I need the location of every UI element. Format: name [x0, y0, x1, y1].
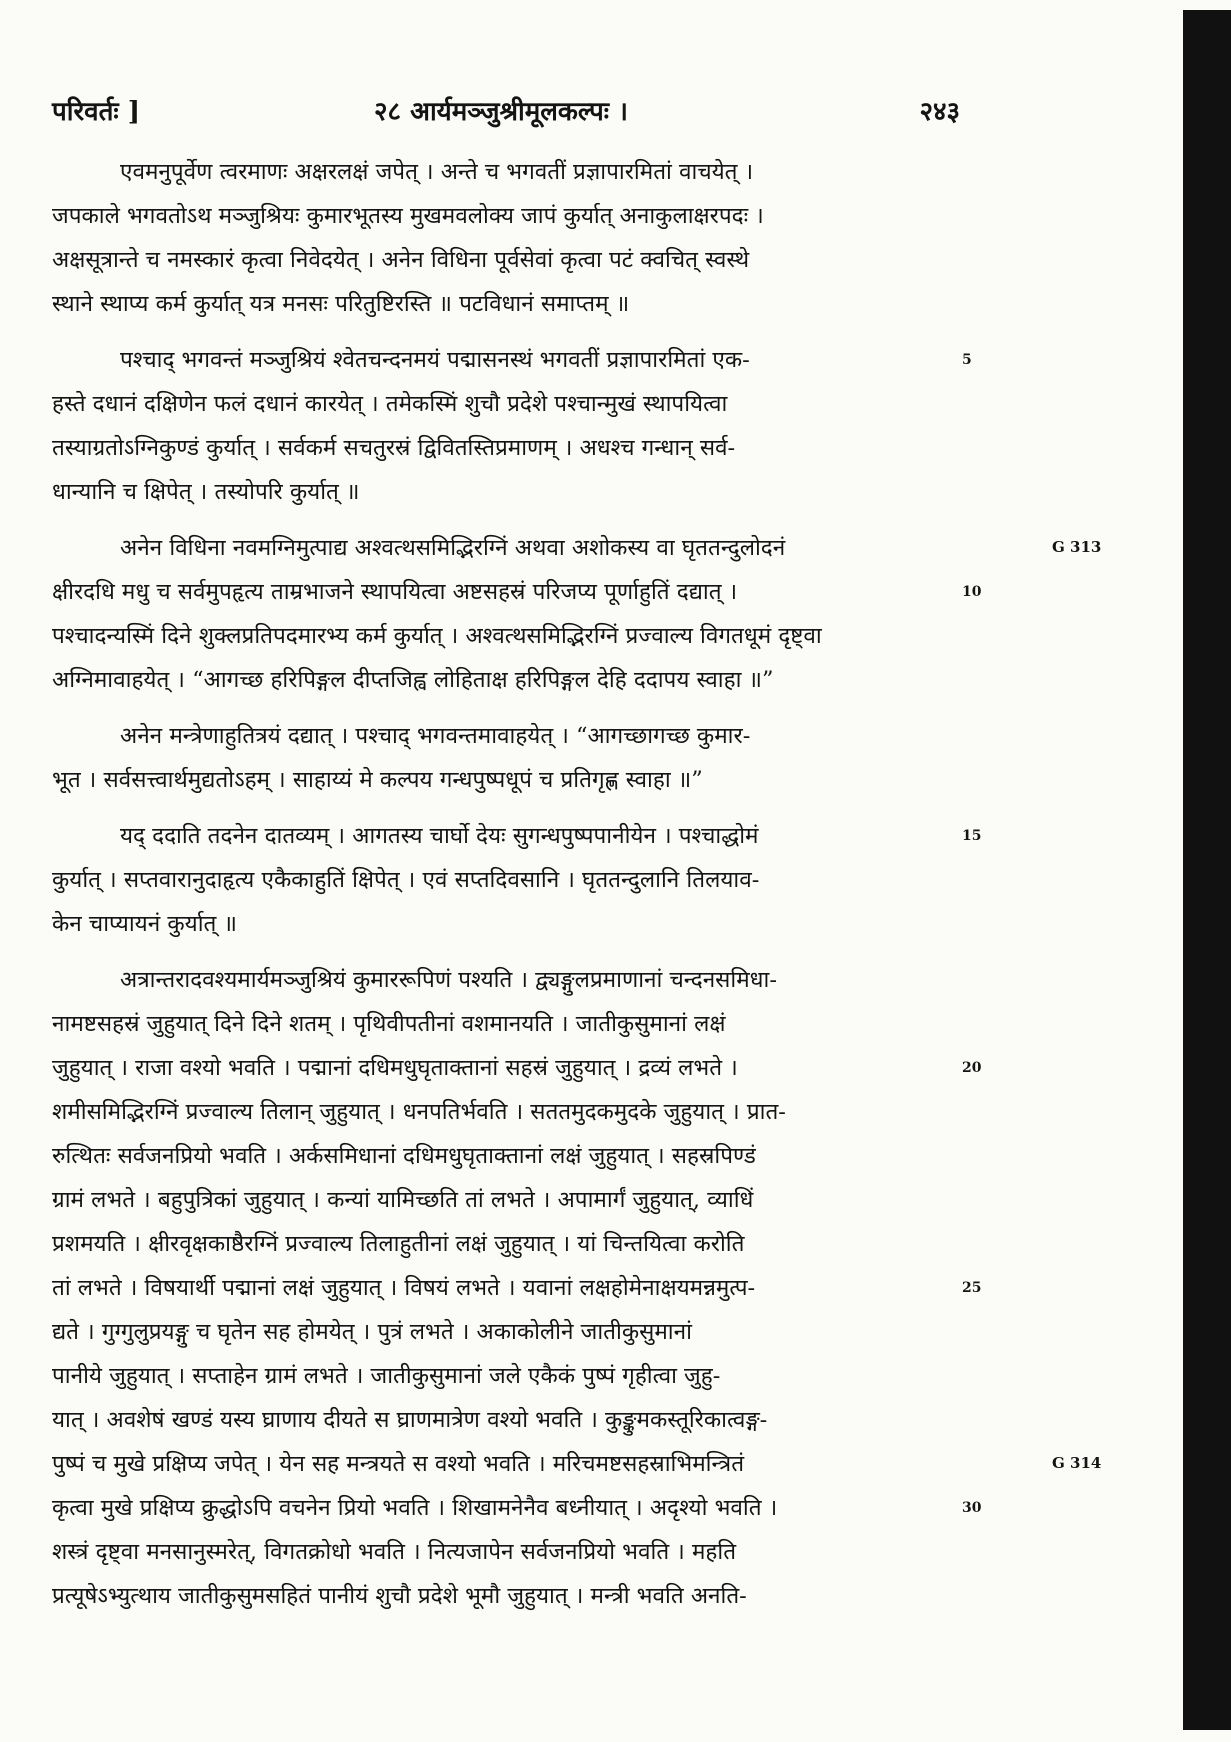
text-line: [52, 1310, 972, 1354]
header-title: २८ आर्यमञ्जुश्रीमूलकल्पः ।: [374, 97, 628, 127]
text-line: [52, 714, 972, 758]
line-text: पश्चाद् भगवन्तं मञ्जुश्रियं श्वेतचन्दनमयं पद्मासनस्थं भगवतीं प्रज्ञापारमितां एक-: [120, 347, 750, 373]
text-line: [52, 526, 972, 570]
line-text: क्षीरदधि मधु च सर्वमुपहृत्य ताम्रभाजने स्थापयित्वा अष्टसहस्रं परिजप्य पूर्णाहुतिं दद्यात् ।: [52, 579, 738, 605]
margin-reference: G 313: [1052, 538, 1102, 556]
header-chapter: परिवर्तः ]: [52, 97, 141, 127]
text-line: [52, 902, 972, 946]
text-line: [52, 1002, 972, 1046]
text-line: [52, 614, 972, 658]
text-line: [52, 282, 972, 326]
line-text: यात् । अवशेषं खण्डं यस्य घ्राणाय दीयते स घ्राणमात्रेण वश्यो भवति । कुङ्कुमकस्तूरिकात्वङ्ग-: [52, 1407, 768, 1433]
running-header: [52, 92, 960, 132]
line-text: प्रशमयति । क्षीरवृक्षकाष्ठैरग्निं प्रज्वाल्य तिलाहुतीनां लक्षं जुहुयात् । यां चिन्तयित्वा करोति: [52, 1231, 745, 1257]
text-line: [52, 758, 972, 802]
line-text: अक्षसूत्रान्ते च नमस्कारं कृत्वा निवेदयेत् । अनेन विधिना पूर्वसेवां कृत्वा पटं क्वचित् स्वस्थे: [52, 247, 750, 273]
text-line: [52, 658, 972, 702]
line-number: 30: [962, 1500, 982, 1516]
text-line: [52, 1530, 972, 1574]
line-text: धान्यानि च क्षिपेत् । तस्योपरि कुर्यात् ॥: [52, 479, 360, 505]
line-text: शस्त्रं दृष्ट्वा मनसानुस्मरेत्, विगतक्रोधो भवति । नित्यजापेन सर्वजनप्रियो भवति । महति: [52, 1539, 737, 1565]
line-text: कुर्यात् । सप्तवारानुदाहृत्य एकैकाहुतिं क्षिपेत् । एवं सप्तदिवसानि । घृततन्दुलानि तिलयाव-: [52, 867, 760, 893]
line-text: पानीये जुहुयात् । सप्ताहेन ग्रामं लभते । जातीकुसुमानां जले एकैकं पुष्पं गृहीत्वा जुहु-: [52, 1363, 721, 1389]
line-text: अनेन मन्त्रेणाहुतित्रयं दद्यात् । पश्चाद् भगवन्तमावाहयेत् । “आगच्छागच्छ कुमार-: [120, 723, 751, 749]
line-text: द्यते । गुग्गुलुप्रयङ्गु च घृतेन सह होमयेत् । पुत्रं लभते । अकाकोलीने जातीकुसुमानां: [52, 1319, 692, 1345]
line-text: शमीसमिद्भिरग्निं प्रज्वाल्य तिलान् जुहुयात् । धनपतिर्भवति । सततमुदकमुदके जुहुयात् । प्रात-: [52, 1099, 786, 1125]
line-text: हस्ते दधानं दक्षिणेन फलं दधानं कारयेत् । तमेकस्मिं शुचौ प्रदेशे पश्चान्मुखं स्थापयित्वा: [52, 391, 728, 417]
text-line: [52, 470, 972, 514]
line-number: 25: [962, 1280, 982, 1296]
line-text: स्थाने स्थाप्य कर्म कुर्यात् यत्र मनसः परितुष्टिरस्ति ॥ पटविधानं समाप्तम् ॥: [52, 291, 630, 317]
line-text: एवमनुपूर्वेण त्वरमाणः अक्षरलक्षं जपेत् । अन्ते च भगवतीं प्रज्ञापारमितां वाचयेत् ।: [120, 159, 754, 185]
text-line: [52, 570, 982, 614]
line-text: केन चाप्यायनं कुर्यात् ॥: [52, 911, 237, 937]
line-number: 15: [962, 828, 982, 844]
text-line: [52, 1398, 972, 1442]
text-line: [52, 150, 972, 194]
text-line: [52, 1486, 982, 1530]
text-line: [52, 1178, 972, 1222]
line-text: नामष्टसहस्रं जुहुयात् दिने दिने शतम् । पृथिवीपतीनां वशमानयति । जातीकुसुमानां लक्षं: [52, 1011, 726, 1037]
line-text: अत्रान्तरादवश्यमार्यमञ्जुश्रियं कुमाररूपिणं पश्यति । द्व्यङ्गुलप्रमाणानां चन्दनसमिधा-: [120, 967, 777, 993]
line-text: जुहुयात् । राजा वश्यो भवति । पद्मानां दधिमधुघृताक्तानां सहस्रं जुहुयात् । द्रव्यं लभते ।: [52, 1055, 738, 1081]
text-line: [52, 1442, 972, 1486]
line-text: जपकाले भगवतोऽथ मञ्जुश्रियः कुमारभूतस्य मुखमवलोक्य जापं कुर्यात् अनाकुलाक्षरपदः ।: [52, 203, 764, 229]
text-line: [52, 1046, 982, 1090]
line-text: तां लभते । विषयार्थी पद्मानां लक्षं जुहुयात् । विषयं लभते । यवानां लक्षहोमेनाक्षयमन्नमुत्प-: [52, 1275, 756, 1301]
line-number: 20: [962, 1060, 982, 1076]
text-line: [52, 1266, 982, 1310]
text-line: [52, 382, 972, 426]
line-text: अग्निमावाहयेत् । “आगच्छ हरिपिङ्गल दीप्तजिह्व लोहिताक्ष हरिपिङ्गल देहि ददापय स्वाहा ॥”: [52, 667, 774, 693]
text-line: [52, 814, 982, 858]
text-line: [52, 1354, 972, 1398]
line-text: तस्याग्रतोऽग्निकुण्डं कुर्यात् । सर्वकर्म सचतुरस्रं द्विवितस्तिप्रमाणम् । अधश्च गन्धान् सर्व-: [52, 435, 736, 461]
text-line: [52, 426, 972, 470]
text-line: [52, 958, 972, 1002]
line-text: ग्रामं लभते । बहुपुत्रिकां जुहुयात् । कन्यां यामिच्छति तां लभते । अपामार्गं जुहुयात्, व्याधिं: [52, 1187, 754, 1213]
line-number: 5: [962, 352, 972, 368]
line-text: पुष्पं च मुखे प्रक्षिप्य जपेत् । येन सह मन्त्रयते स वश्यो भवति । मरिचमष्टसहस्राभिमन्त्रितं: [52, 1451, 745, 1477]
text-line: [52, 858, 972, 902]
text-line: [52, 238, 972, 282]
text-line: [52, 1134, 972, 1178]
line-number: 10: [962, 584, 982, 600]
page-number: २४३: [919, 97, 960, 127]
text-line: [52, 194, 972, 238]
body-text: [52, 150, 982, 1618]
page-edge-shadow: [1183, 10, 1231, 1730]
line-text: अनेन विधिना नवमग्निमुत्पाद्य अश्वत्थसमिद्भिरग्निं अथवा अशोकस्य वा घृततन्दुलोदनं: [120, 535, 786, 561]
margin-reference: G 314: [1052, 1454, 1102, 1472]
text-line: [52, 338, 972, 382]
text-line: [52, 1574, 972, 1618]
line-text: पश्चादन्यस्मिं दिने शुक्लप्रतिपदमारभ्य कर्म कुर्यात् । अश्वत्थसमिद्भिरग्निं प्रज्वाल्य विगतधूमं दृष्ट्वा: [52, 623, 822, 649]
line-text: प्रत्यूषेऽभ्युत्थाय जातीकुसुमसहितं पानीयं शुचौ प्रदेशे भूमौ जुहुयात् । मन्त्री भवति अनति-: [52, 1583, 747, 1609]
line-text: कृत्वा मुखे प्रक्षिप्य क्रुद्धोऽपि वचनेन प्रियो भवति । शिखामनेनैव बध्नीयात् । अदृश्यो भवति ।: [52, 1495, 778, 1521]
line-text: भूत । सर्वसत्त्वार्थमुद्यतोऽहम् । साहाय्यं मे कल्पय गन्धपुष्पधूपं च प्रतिगृह्ण स्वाहा ॥”: [52, 767, 703, 793]
line-text: रुत्थितः सर्वजनप्रियो भवति । अर्कसमिधानां दधिमधुघृताक्तानां लक्षं जुहुयात् । सहस्रपिण्डं: [52, 1143, 756, 1169]
text-line: [52, 1090, 972, 1134]
text-line: [52, 1222, 972, 1266]
line-text: यद् ददाति तदनेन दातव्यम् । आगतस्य चार्घो देयः सुगन्धपुष्पपानीयेन । पश्चाद्धोमं: [120, 823, 759, 849]
